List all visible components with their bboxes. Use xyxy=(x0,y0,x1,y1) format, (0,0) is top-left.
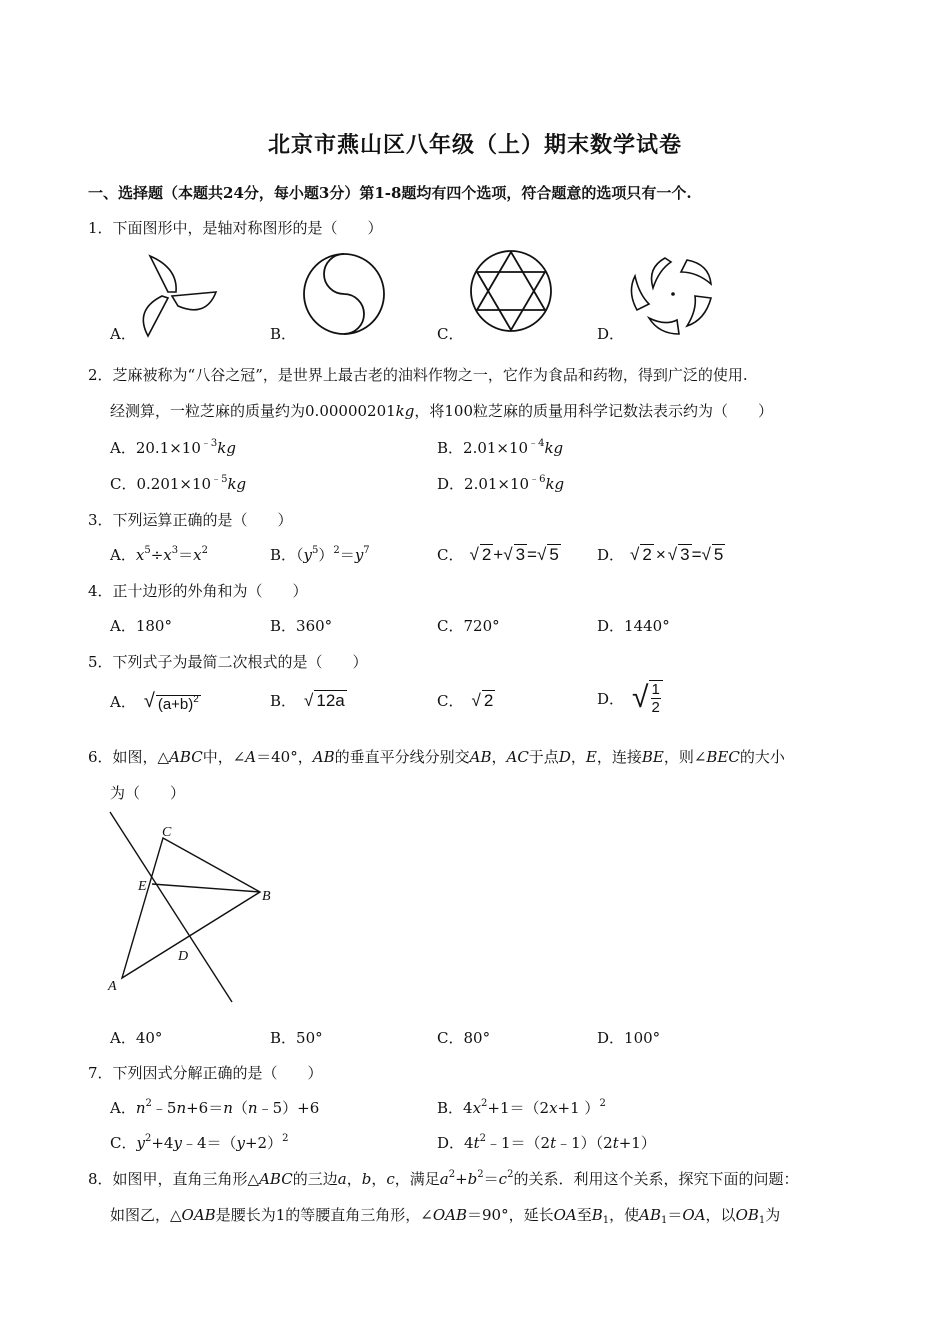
q6-label-d: D xyxy=(178,949,189,964)
question-6-line1: 6．如图，△ABC中，∠A＝40°，AB的垂直平分线分别交AB，AC于点D，E，连接BE，则∠BEC的大小 xyxy=(88,748,785,766)
q6-label-a: A xyxy=(108,979,117,994)
q5-option-b: B． √ 12a xyxy=(270,691,345,710)
q6-option-c: C．80° xyxy=(437,1029,491,1047)
question-5-stem: 5．下列式子为最简二次根式的是（ ） xyxy=(88,653,368,671)
section-heading: 一、选择题（本题共24分，每小题3分）第1-8题均有四个选项，符合题意的选项只有一个. xyxy=(88,184,692,202)
question-7-stem: 7．下列因式分解正确的是（ ） xyxy=(88,1064,323,1082)
q5-option-d: D． √ 1 2 xyxy=(597,680,663,717)
q1-figure-a-pinwheel xyxy=(128,250,228,340)
q6-option-d: D．100° xyxy=(597,1029,661,1047)
q3-option-b: B．$(y^5)^2=y^7$ xyxy=(270,545,370,564)
question-3-stem: 3．下列运算正确的是（ ） xyxy=(88,511,293,529)
q2-option-c: C．$0.201\times 10^{﹣5}kg$ xyxy=(110,474,247,493)
q6-triangle-figure xyxy=(100,810,290,1010)
question-6-line2: 为（ ） xyxy=(110,784,186,802)
q3-option-d: D． √ 2 × √ 3 = √ 5 xyxy=(597,544,724,564)
question-4-stem: 4．正十边形的外角和为（ ） xyxy=(88,582,308,600)
q6-option-a: A．40° xyxy=(110,1029,163,1047)
q4-option-a: A．180° xyxy=(110,617,172,635)
q6-label-e: E xyxy=(138,879,147,894)
q1-option-d-label: D． xyxy=(597,325,625,343)
q1-figure-d-swirl xyxy=(625,248,720,338)
q1-option-a-label: A． xyxy=(110,325,136,343)
question-2-line1: 2．芝麻被称为“八谷之冠”，是世界上最古老的油料作物之一，它作为食品和药物，得到广泛的使用. xyxy=(88,366,748,384)
q6-option-b: B．50° xyxy=(270,1029,323,1047)
q5-option-a: A． √ $(a+b)^2$ xyxy=(110,690,199,713)
q7-option-a: A．$n^2﹣5n+6=n(n﹣5)+6$ xyxy=(110,1098,320,1117)
q7-option-d: D．$4t^2﹣1=(2t﹣1)(2t+1)$ xyxy=(437,1133,656,1152)
q3-option-a: A．$x^5\div x^3=x^2$ xyxy=(110,545,208,564)
q4-option-d: D．1440° xyxy=(597,617,670,635)
question-8-line2: 如图乙，△OAB是腰长为1的等腰直角三角形，∠OAB＝90°，延长OA至$B_1$，使$AB_1=OA$，以$OB_1$为 xyxy=(110,1206,781,1226)
q2-option-a: A．$20.1\times 10^{﹣3}kg$ xyxy=(110,438,236,457)
question-1-stem: 1．下面图形中，是轴对称图形的是（ ） xyxy=(88,219,383,237)
q3-option-c: C． √ 2 + √ 3 = √ 5 xyxy=(437,544,559,564)
q4-option-c: C．720° xyxy=(437,617,500,635)
page-title: 北京市燕山区八年级（上）期末数学试卷 xyxy=(267,132,682,158)
q4-option-b: B．360° xyxy=(270,617,333,635)
q1-option-c-label: C． xyxy=(437,325,464,343)
question-2-line2: 经测算，一粒芝麻的质量约为0.00000201kg，将100粒芝麻的质量用科学记数法表示约为（ ） xyxy=(110,402,774,420)
q1-figure-b-yinyang xyxy=(300,250,388,338)
q1-figure-c-hexagram xyxy=(468,248,554,334)
q7-option-c: C．$y^2+4y﹣4=(y+2)^2$ xyxy=(110,1133,289,1152)
q6-label-b: B xyxy=(262,889,271,904)
q6-label-c: C xyxy=(162,825,172,840)
q5-option-c: C． √ 2 xyxy=(437,691,494,710)
q2-option-d: D．$2.01\times 10^{﹣6}kg$ xyxy=(437,474,565,493)
q1-option-b-label: B． xyxy=(270,325,297,343)
q2-option-b: B．$2.01\times 10^{﹣4}kg$ xyxy=(437,438,564,457)
question-8-line1: 8．如图甲，直角三角形△ABC的三边a，b，c，满足$a^2+b^2=c^2$的关系．利用这个关系，探究下面的问题： xyxy=(88,1169,799,1188)
q7-option-b: B．$4x^2+1=(2x+1$ ）$^2$ xyxy=(437,1098,606,1117)
